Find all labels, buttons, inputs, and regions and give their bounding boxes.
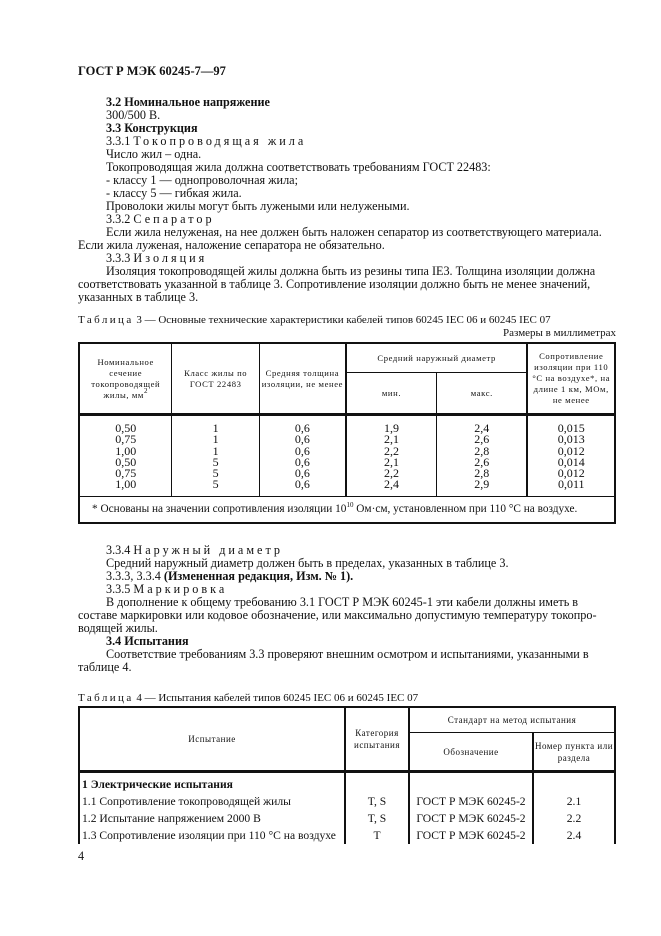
cell: 5 bbox=[212, 454, 219, 469]
table-row-clause bbox=[533, 772, 615, 794]
section-3-3-1-number: 3.3.1 bbox=[106, 134, 131, 148]
header-insulation-resistance: Сопротивление изоляции при 110 °С на воздухе*, на длине 1 км, МОм, не менее bbox=[527, 343, 615, 415]
table-4-caption-text: 4 — Испытания кабелей типов 60245 IEC 06 и 60245 IEC 07 bbox=[133, 692, 419, 704]
table-row-test: 1 Электрические испытания bbox=[79, 772, 345, 794]
paragraph: Если жила нелуженая, на нее должен быть наложен сепаратор из соответствующего материала. bbox=[106, 225, 602, 239]
cell: 0,012 bbox=[557, 443, 585, 458]
section-3-3-2-heading bbox=[106, 212, 215, 226]
paragraph: Средний наружный диаметр должен быть в пределах, указанных в таблице 3. bbox=[106, 556, 509, 570]
superscript: 2 bbox=[143, 386, 149, 395]
cell: 0,011 bbox=[557, 477, 585, 492]
paragraph: Проволоки жилы могут быть лужеными или нелужеными. bbox=[106, 199, 410, 213]
section-3-3-3-title: Изоляция bbox=[133, 251, 208, 265]
column-class-values bbox=[172, 415, 259, 497]
table-row-designation: ГОСТ Р МЭК 60245-2 bbox=[409, 793, 533, 810]
section-3-4-title: 3.4 Испытания bbox=[106, 634, 189, 648]
cell: 2,4 bbox=[383, 477, 399, 492]
column-dmin-values bbox=[346, 415, 437, 497]
cell: 0,6 bbox=[294, 432, 310, 447]
footnote-text: * Основаны на значении сопротивления изоляции 10 bbox=[92, 502, 347, 515]
section-3-3-1-title: Токопроводящая жила bbox=[133, 134, 307, 148]
cell: 1 bbox=[212, 443, 219, 458]
cell: 2,6 bbox=[474, 454, 490, 469]
table-row-category: T bbox=[345, 827, 409, 844]
header-nominal-section bbox=[79, 343, 172, 415]
list-item: - классу 1 — однопроволочная жила; bbox=[106, 173, 298, 187]
cell: 0,013 bbox=[557, 432, 585, 447]
superscript: 10 bbox=[346, 500, 354, 509]
table-row-designation: ГОСТ Р МЭК 60245-2 bbox=[409, 827, 533, 844]
table-3-footnote bbox=[79, 496, 615, 523]
amendment-ref: 3.3.3, 3.3.4 bbox=[106, 569, 161, 583]
amendment-line bbox=[106, 569, 353, 583]
paragraph: Число жил – одна. bbox=[106, 147, 202, 161]
paragraph: Изоляция токопроводящей жилы должна быть из резины типа IE3. Толщина изоляции должна bbox=[106, 264, 596, 278]
table-row-test: 1.1 Сопротивление токопроводящей жилы bbox=[79, 793, 345, 810]
table-4 bbox=[78, 706, 616, 844]
section-3-3-5-number: 3.3.5 bbox=[106, 582, 131, 596]
section-3-3-4-heading bbox=[106, 543, 283, 557]
document-header: ГОСТ Р МЭК 60245-7—97 bbox=[78, 64, 226, 78]
table-row-clause: 2.1 bbox=[533, 793, 615, 810]
paragraph: В дополнение к общему требованию 3.1 ГОСТ Р МЭК 60245-1 эти кабели должны иметь в bbox=[106, 595, 579, 609]
section-3-3-2-title: Сепаратор bbox=[133, 212, 215, 226]
section-3-3-5-title: Маркировка bbox=[133, 582, 228, 596]
header-diameter-max: макс. bbox=[437, 373, 528, 415]
cell: 1,9 bbox=[383, 421, 399, 435]
cell: 0,014 bbox=[557, 454, 585, 469]
table-row-category: T, S bbox=[345, 793, 409, 810]
section-3-3-3-heading bbox=[106, 251, 207, 265]
amendment-note: (Измененная редакция, Изм. № 1). bbox=[163, 569, 354, 583]
cell: 0,012 bbox=[557, 466, 585, 481]
column-resistance-values bbox=[527, 415, 615, 497]
header-insulation-thickness: Средняя толщина изоляции, не менее bbox=[259, 343, 345, 415]
cell: 2,6 bbox=[474, 432, 490, 447]
cell: 0,50 bbox=[115, 421, 137, 435]
cell: 2,9 bbox=[474, 477, 490, 492]
cell: 2,2 bbox=[383, 443, 399, 458]
table-3-caption bbox=[78, 313, 551, 327]
header-standard-group: Стандарт на метод испытания bbox=[409, 707, 615, 733]
paragraph: Соответствие требованиям 3.3 проверяют внешним осмотром и испытаниями, указанными в bbox=[106, 647, 589, 661]
paragraph: таблице 4. bbox=[78, 660, 132, 674]
header-text: Номинальное сечение токопроводящей жилы, мм bbox=[91, 356, 161, 400]
footnote-text: Ом·см, установленном при 110 °С на воздухе. bbox=[353, 502, 578, 515]
cell: 0,75 bbox=[115, 466, 137, 481]
list-item: - классу 5 — гибкая жила. bbox=[106, 186, 242, 200]
cell: 0,6 bbox=[294, 421, 310, 435]
table-row-category bbox=[345, 772, 409, 794]
header-designation: Обозначение bbox=[409, 733, 533, 772]
cell: 0,6 bbox=[294, 454, 310, 469]
cell: 0,6 bbox=[294, 466, 310, 481]
header-clause: Номер пункта или раздела bbox=[533, 733, 615, 772]
paragraph: указанных в таблице 3. bbox=[78, 290, 199, 304]
header-outer-diameter: Средний наружный диаметр bbox=[346, 343, 528, 373]
column-section-values bbox=[79, 415, 172, 497]
cell: 1 bbox=[212, 432, 219, 447]
table-3-caption-label: Таблица bbox=[78, 314, 134, 326]
page-number: 4 bbox=[78, 849, 85, 863]
cell: 2,1 bbox=[383, 454, 399, 469]
cell: 0,015 bbox=[557, 421, 585, 435]
section-3-3-3-number: 3.3.3 bbox=[106, 251, 131, 265]
table-row-test: 1.2 Испытание напряжением 2000 В bbox=[79, 810, 345, 827]
header-diameter-min: мин. bbox=[346, 373, 437, 415]
cell: 1,00 bbox=[115, 477, 137, 492]
table-3 bbox=[78, 342, 616, 524]
section-3-3-4-number: 3.3.4 bbox=[106, 543, 131, 557]
header-category: Категория испытания bbox=[345, 707, 409, 772]
cell: 0,6 bbox=[294, 477, 310, 492]
paragraph: соответствовать указанной в таблице 3. Сопротивление изоляции должно быть не менее значений, bbox=[78, 277, 591, 291]
table-4-caption-label: Таблица bbox=[78, 692, 134, 704]
cell: 0,50 bbox=[115, 454, 137, 469]
section-3-3-5-heading bbox=[106, 582, 227, 596]
cell: 2,8 bbox=[474, 443, 490, 458]
section-3-3-2-number: 3.3.2 bbox=[106, 212, 131, 226]
table-row-designation bbox=[409, 772, 533, 794]
section-3-2-title: 3.2 Номинальное напряжение bbox=[106, 95, 270, 109]
table-row-category: T, S bbox=[345, 810, 409, 827]
cell: 1,00 bbox=[115, 443, 137, 458]
paragraph: Если жила луженая, наложение сепаратора не обязательно. bbox=[78, 238, 385, 252]
cell: 1 bbox=[212, 421, 219, 435]
cell: 5 bbox=[212, 477, 219, 492]
paragraph: водящей жилы. bbox=[78, 621, 158, 635]
cell: 2,8 bbox=[474, 466, 490, 481]
cell: 2,2 bbox=[383, 466, 399, 481]
cell: 5 bbox=[212, 466, 219, 481]
column-dmax-values bbox=[437, 415, 528, 497]
cell: 0,75 bbox=[115, 432, 137, 447]
table-row-clause: 2.4 bbox=[533, 827, 615, 844]
table-3-units-note: Размеры в миллиметрах bbox=[503, 327, 616, 339]
cell: 2,4 bbox=[474, 421, 490, 435]
section-3-3-4-title: Наружный диаметр bbox=[133, 543, 284, 557]
cell: 2,1 bbox=[383, 432, 399, 447]
paragraph: Токопроводящая жила должна соответствовать требованиям ГОСТ 22483: bbox=[106, 160, 491, 174]
cell: 0,6 bbox=[294, 443, 310, 458]
header-test: Испытание bbox=[79, 707, 345, 772]
table-row-clause: 2.2 bbox=[533, 810, 615, 827]
table-4-caption bbox=[78, 691, 418, 705]
paragraph: составе маркировки или кодовое обозначение, или максимально допустимую температуру токопро- bbox=[78, 608, 597, 622]
table-row-designation: ГОСТ Р МЭК 60245-2 bbox=[409, 810, 533, 827]
rated-voltage-value: 300/500 В. bbox=[106, 108, 161, 122]
table-row-test: 1.3 Сопротивление изоляции при 110 °С на воздухе bbox=[79, 827, 345, 844]
header-conductor-class: Класс жилы по ГОСТ 22483 bbox=[172, 343, 259, 415]
section-3-3-title: 3.3 Конструкция bbox=[106, 121, 198, 135]
table-3-caption-text: 3 — Основные технические характеристики кабелей типов 60245 IEC 06 и 60245 IEC 07 bbox=[133, 314, 551, 326]
column-thickness-values bbox=[259, 415, 345, 497]
section-3-3-1-heading bbox=[106, 134, 306, 148]
